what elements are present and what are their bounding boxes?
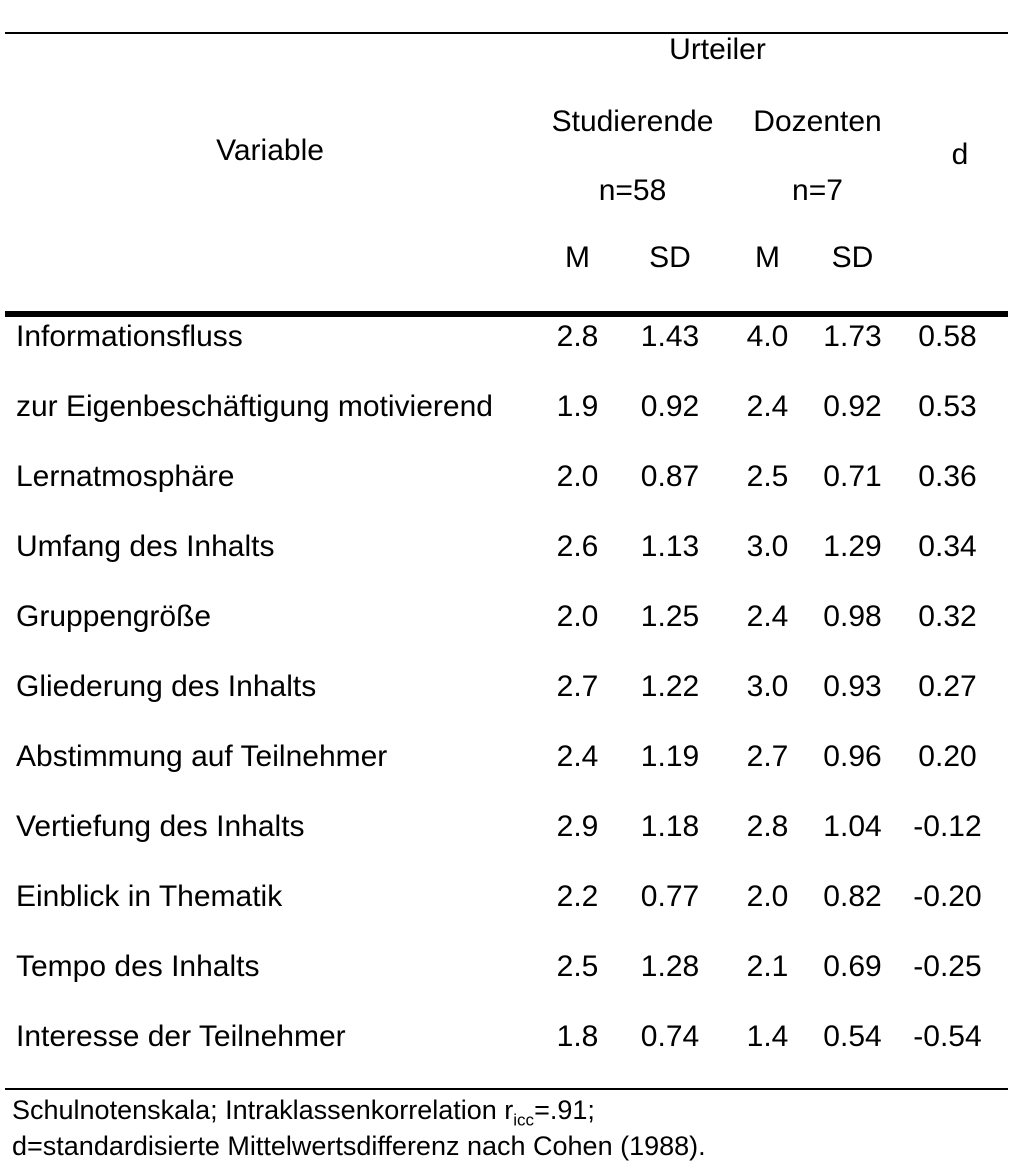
d-cell: -0.20 (913, 880, 982, 913)
dozenten-m-cell: 2.7 (746, 740, 789, 773)
studierende-sd-cell: 1.19 (640, 740, 700, 773)
studierende-sd-cell: 0.92 (640, 390, 700, 423)
studierende-m-header: M (565, 241, 590, 274)
dozenten-m-header: M (755, 241, 780, 274)
urteiler-spanner-header: Urteiler (669, 33, 766, 66)
footnote-line-1 (12, 1092, 706, 1128)
d-cell: -0.12 (913, 810, 982, 843)
studierende-m-cell: 2.2 (556, 880, 599, 913)
table-row (0, 302, 1010, 372)
variable-cell: Gliederung des Inhalts (16, 670, 317, 703)
studierende-sd-cell: 1.25 (640, 600, 700, 633)
dozenten-group-header: Dozenten (753, 105, 882, 138)
d-cell: 0.27 (918, 670, 977, 703)
variable-cell: Interesse der Teilnehmer (16, 1020, 346, 1053)
variable-cell: Vertiefung des Inhalts (16, 810, 305, 843)
studierende-group-header: Studierende (551, 105, 714, 138)
table-row (0, 932, 1010, 1002)
studierende-m-cell: 2.5 (556, 950, 599, 983)
table-row (0, 372, 1010, 442)
dozenten-m-cell: 2.8 (746, 810, 789, 843)
table-row (0, 792, 1010, 862)
d-cell: 0.32 (918, 600, 977, 633)
footnote-icc-subscript: icc (513, 1110, 535, 1130)
studierende-n-label: n=58 (598, 174, 667, 207)
dozenten-sd-cell: 0.54 (823, 1020, 882, 1053)
variable-cell: Lernatmosphäre (16, 460, 235, 493)
dozenten-sd-cell: 1.29 (823, 530, 882, 563)
d-cell: -0.25 (913, 950, 982, 983)
variable-cell: Informationsfluss (16, 320, 243, 353)
dozenten-m-cell: 2.4 (746, 600, 789, 633)
studierende-sd-cell: 0.77 (640, 880, 700, 913)
studierende-sd-cell: 1.13 (640, 530, 700, 563)
studierende-sd-cell: 1.28 (640, 950, 700, 983)
dozenten-sd-header: SD (831, 241, 874, 274)
dozenten-sd-cell: 0.82 (823, 880, 882, 913)
dozenten-m-cell: 2.5 (746, 460, 789, 493)
table-row (0, 1002, 1010, 1072)
footnote-separator-rule (5, 1088, 1008, 1090)
dozenten-n-label: n=7 (792, 174, 843, 207)
studierende-m-cell: 2.8 (556, 320, 599, 353)
dozenten-m-cell: 3.0 (746, 670, 789, 703)
variable-cell: Abstimmung auf Teilnehmer (16, 740, 388, 773)
dozenten-sd-cell: 1.73 (823, 320, 882, 353)
dozenten-sd-cell: 0.69 (823, 950, 882, 983)
dozenten-m-cell: 1.4 (746, 1020, 789, 1053)
dozenten-sd-cell: 0.71 (823, 460, 882, 493)
d-cell: -0.54 (913, 1020, 982, 1053)
dozenten-m-cell: 2.4 (746, 390, 789, 423)
variable-cell: zur Eigenbeschäftigung motivierend (16, 390, 493, 423)
d-cell: 0.20 (918, 740, 977, 773)
studierende-m-cell: 2.6 (556, 530, 599, 563)
variable-cell: Tempo des Inhalts (16, 950, 260, 983)
studierende-m-cell: 2.0 (556, 600, 599, 633)
variable-cell: Umfang des Inhalts (16, 530, 275, 563)
table-row (0, 512, 1010, 582)
studierende-m-cell: 1.9 (556, 390, 599, 423)
table-row (0, 722, 1010, 792)
dozenten-m-cell: 4.0 (746, 320, 789, 353)
studierende-sd-header: SD (649, 241, 691, 274)
table-body (0, 302, 1010, 1072)
variable-cell: Einblick in Thematik (16, 880, 283, 913)
studierende-sd-cell: 0.74 (640, 1020, 700, 1053)
studierende-sd-cell: 0.87 (640, 460, 700, 493)
dozenten-sd-cell: 0.98 (823, 600, 882, 633)
d-cell: 0.34 (918, 530, 977, 563)
d-column-header: d (951, 138, 969, 171)
dozenten-m-cell: 2.1 (746, 950, 789, 983)
d-cell: 0.53 (918, 390, 977, 423)
dozenten-m-cell: 3.0 (746, 530, 789, 563)
studierende-sd-cell: 1.18 (640, 810, 700, 843)
footnote-line-2: d=standardisierte Mittelwertsdifferenz nach Cohen (1988). (12, 1131, 706, 1161)
studierende-m-cell: 2.7 (556, 670, 599, 703)
studierende-m-cell: 2.9 (556, 810, 599, 843)
dozenten-sd-cell: 1.04 (823, 810, 882, 843)
footnote-line1-suffix: =.91; (534, 1095, 595, 1125)
studierende-m-cell: 2.4 (556, 740, 599, 773)
dozenten-sd-cell: 0.93 (823, 670, 882, 703)
dozenten-sd-cell: 0.92 (823, 390, 882, 423)
variable-column-header: Variable (216, 134, 324, 167)
footnote-line1-prefix: Schulnotenskala; Intraklassenkorrelation r (12, 1095, 514, 1125)
studierende-sd-cell: 1.43 (640, 320, 700, 353)
table-row (0, 582, 1010, 652)
studierende-m-cell: 2.0 (556, 460, 599, 493)
dozenten-sd-cell: 0.96 (823, 740, 882, 773)
dozenten-m-cell: 2.0 (746, 880, 789, 913)
table-row (0, 652, 1010, 722)
table-row (0, 442, 1010, 512)
table-row (0, 862, 1010, 932)
table-footnote (12, 1092, 706, 1164)
d-cell: 0.58 (918, 320, 977, 353)
studierende-m-cell: 1.8 (556, 1020, 599, 1053)
d-cell: 0.36 (918, 460, 977, 493)
studierende-sd-cell: 1.22 (640, 670, 700, 703)
variable-cell: Gruppengröße (16, 600, 212, 633)
